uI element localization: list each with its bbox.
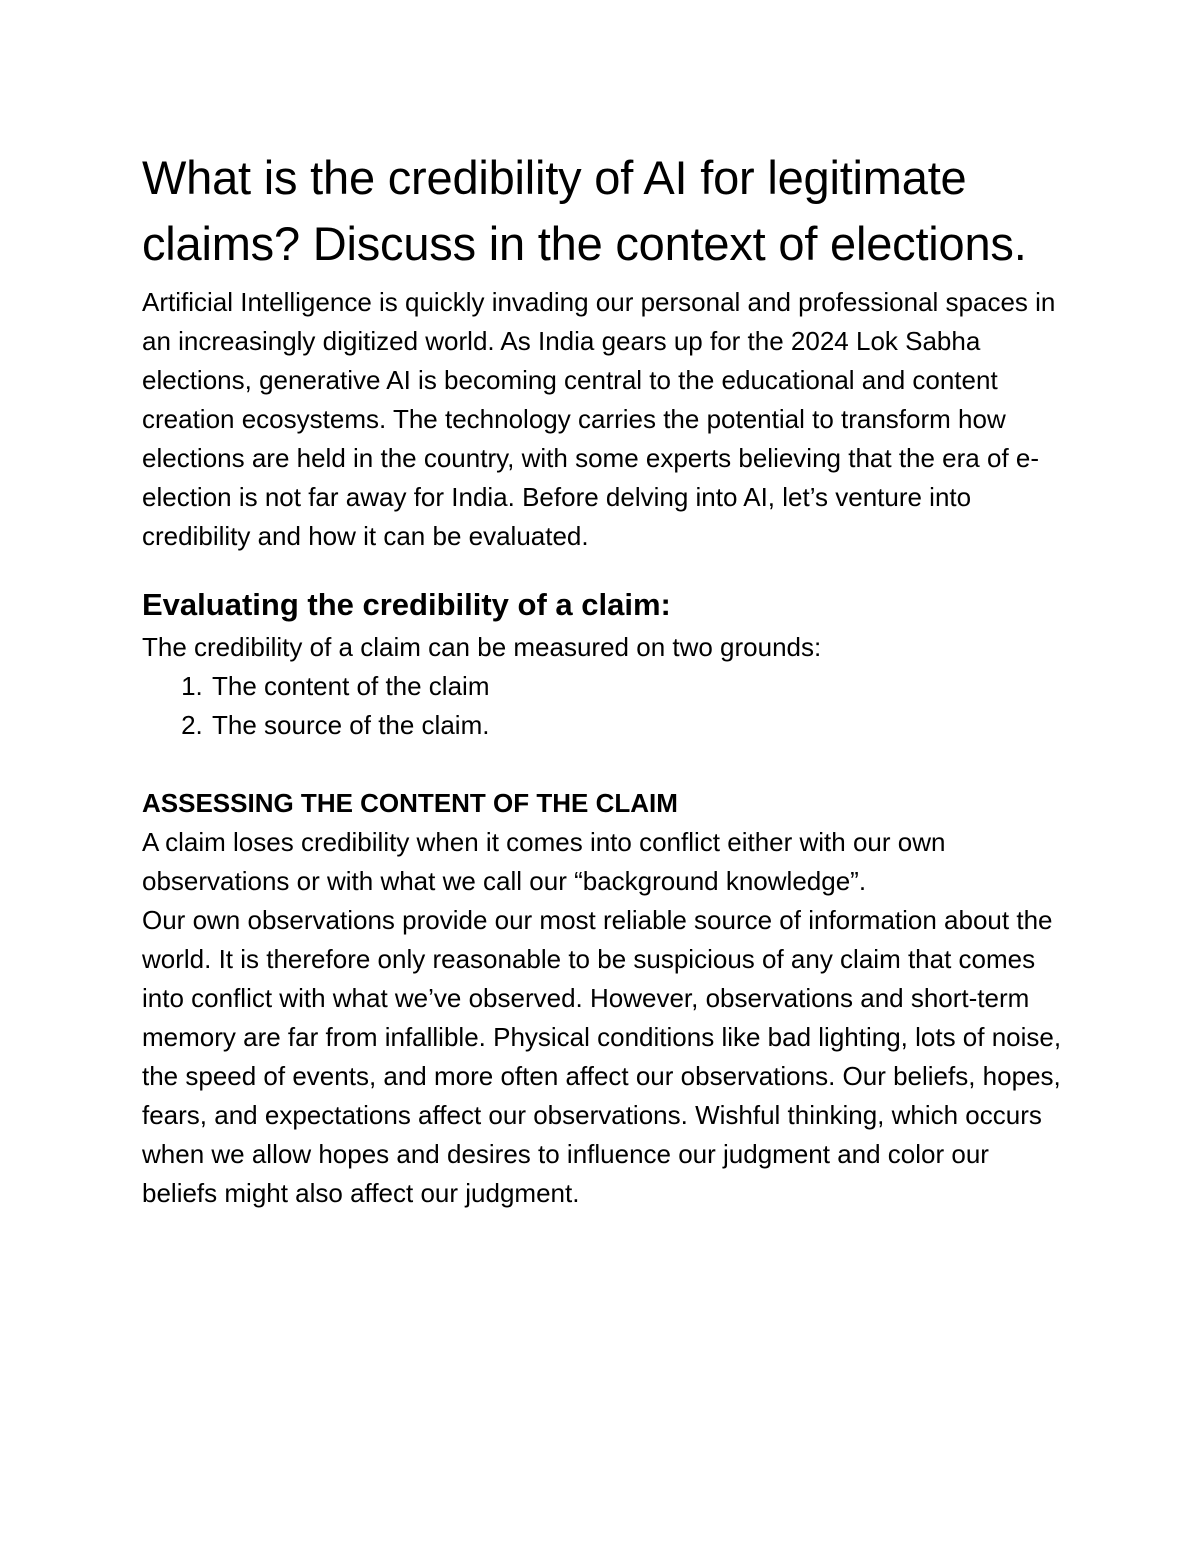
assessing-paragraph-1: A claim loses credibility when it comes into conflict either with our own observations or with what we call our “background knowledge”. <box>142 827 946 896</box>
list-item: 2. The source of the claim. <box>210 706 1062 745</box>
section-heading-evaluating: Evaluating the credibility of a claim: <box>142 587 671 622</box>
section-lead: The credibility of a claim can be measured on two grounds: <box>142 632 822 662</box>
grounds-list <box>142 667 1062 745</box>
assessing-paragraph-2: Our own observations provide our most reliable source of information about the world. It is therefore only reasonable to be suspicious of any claim that comes into conflict with what we’ve observed. However, observations and short-term memory are far from infallible. Physical conditions like bad lighting, lots of noise, the speed of events, and more often affect our observations. Our beliefs, hopes, fears, and expectations affect our observations. Wishful thinking, which occurs when we allow hopes and desires to influence our judgment and color our beliefs might also affect our judgment. <box>142 905 1062 1208</box>
section-heading-assessing: ASSESSING THE CONTENT OF THE CLAIM <box>142 788 678 818</box>
document-page <box>142 145 1062 1213</box>
list-item: 1. The content of the claim <box>210 667 1062 706</box>
intro-paragraph: Artificial Intelligence is quickly invading our personal and professional spaces in an increasingly digitized world. As India gears up for the 2024 Lok Sabha elections, generative AI is becoming central to the educational and content creation ecosystems. The technology carries the potential to transform how elections are held in the country, with some experts believing that the era of e-election is not far away for India. Before delving into AI, let’s venture into credibility and how it can be evaluated. <box>142 287 1056 551</box>
document-title: What is the credibility of AI for legitimate claims? Discuss in the context of elections. <box>142 151 1027 270</box>
